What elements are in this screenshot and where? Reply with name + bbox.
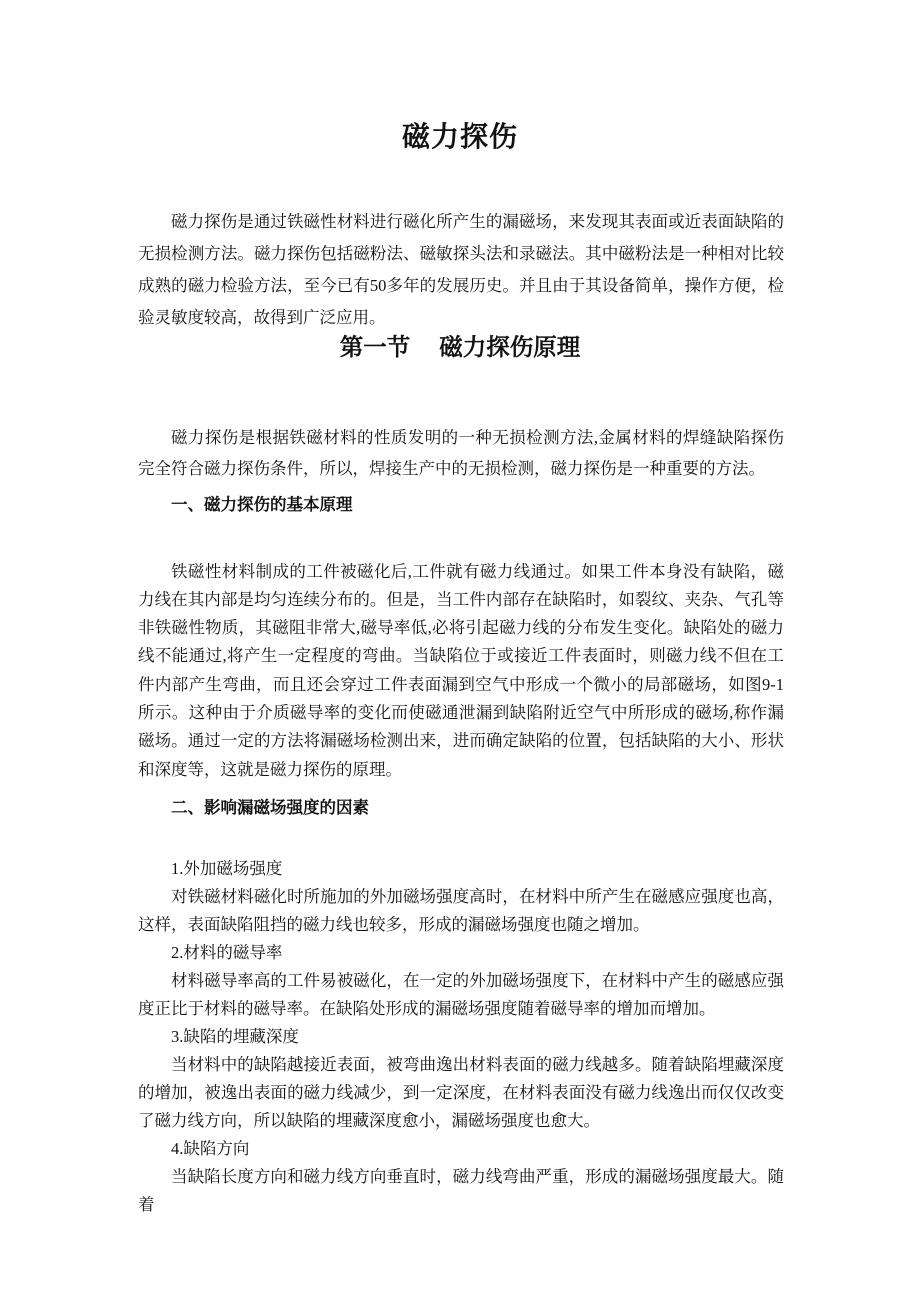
section-heading [0,333,920,363]
factor-item-body: 对铁磁材料磁化时所施加的外加磁场强度高时，在材料中所产生在磁感应强度也高，这样，表面缺陷阻挡的磁力线也较多，形成的漏磁场强度也随之增加。 [138,887,784,934]
factor-item-title: 1.外加磁场强度 [171,859,283,878]
subsection-2-heading: 二、影响漏磁场强度的因素 [171,798,369,817]
subsection-1-heading: 一、磁力探伤的基本原理 [171,495,353,514]
factor-list [138,855,784,1219]
subsection-1-body: 铁磁性材料制成的工件被磁化后,工件就有磁力线通过。如果工件本身没有缺陷，磁力线在其内部是均匀连续分布的。但是，当工件内部存在缺陷时，如裂纹、夹杂、气孔等非铁磁性物质，其磁阻非常大,磁导率低,必将引起磁力线的分布发生变化。缺陷处的磁力线不能通过,将产生一定程度的弯曲。当缺陷位于或接近工件表面时，则磁力线不但在工件内部产生弯曲，而且还会穿过工件表面漏到空气中形成一个微小的局部磁场，如图9-1所示。这种由于介质磁导率的变化而使磁通泄漏到缺陷附近空气中所形成的磁场,称作漏磁场。通过一定的方法将漏磁场检测出来，进而确定缺陷的位置，包括缺陷的大小、形状和深度等，这就是磁力探伤的原理。 [138,561,784,779]
document-title: 磁力探伤 [401,122,518,153]
intro-paragraph: 磁力探伤是通过铁磁性材料进行磁化所产生的漏磁场，来发现其表面或近表面缺陷的无损检测方法。磁力探伤包括磁粉法、磁敏探头法和录磁法。其中磁粉法是一种相对比较成熟的磁力检验方法，至今已有50多年的发展历史。并且由于其设备简单，操作方便，检验灵敏度较高，故得到广泛应用。 [138,211,784,327]
section-label: 第一节 [339,335,411,361]
section-intro-paragraph: 磁力探伤是根据铁磁材料的性质发明的一种无损检测方法,金属材料的焊缝缺陷探伤完全符合磁力探伤条件，所以，焊接生产中的无损检测，磁力探伤是一种重要的方法。 [138,427,784,478]
factor-item-title: 3.缺陷的埋藏深度 [171,1027,299,1046]
factor-item-title: 2.材料的磁导率 [171,943,283,962]
factor-item-body: 材料磁导率高的工件易被磁化，在一定的外加磁场强度下，在材料中产生的磁感应强度正比于材料的磁导率。在缺陷处形成的漏磁场强度随着磁导率的增加而增加。 [138,971,784,1018]
factor-item-title: 4.缺陷方向 [171,1139,250,1158]
section-title: 磁力探伤原理 [439,335,581,361]
factor-item-body: 当缺陷长度方向和磁力线方向垂直时，磁力线弯曲严重，形成的漏磁场强度最大。随着 [138,1167,784,1214]
factor-item-body: 当材料中的缺陷越接近表面，被弯曲逸出材料表面的磁力线越多。随着缺陷埋藏深度的增加，被逸出表面的磁力线减少，到一定深度，在材料表面没有磁力线逸出而仅仅改变了磁力线方向，所以缺陷的埋藏深度愈小，漏磁场强度也愈大。 [138,1055,784,1130]
